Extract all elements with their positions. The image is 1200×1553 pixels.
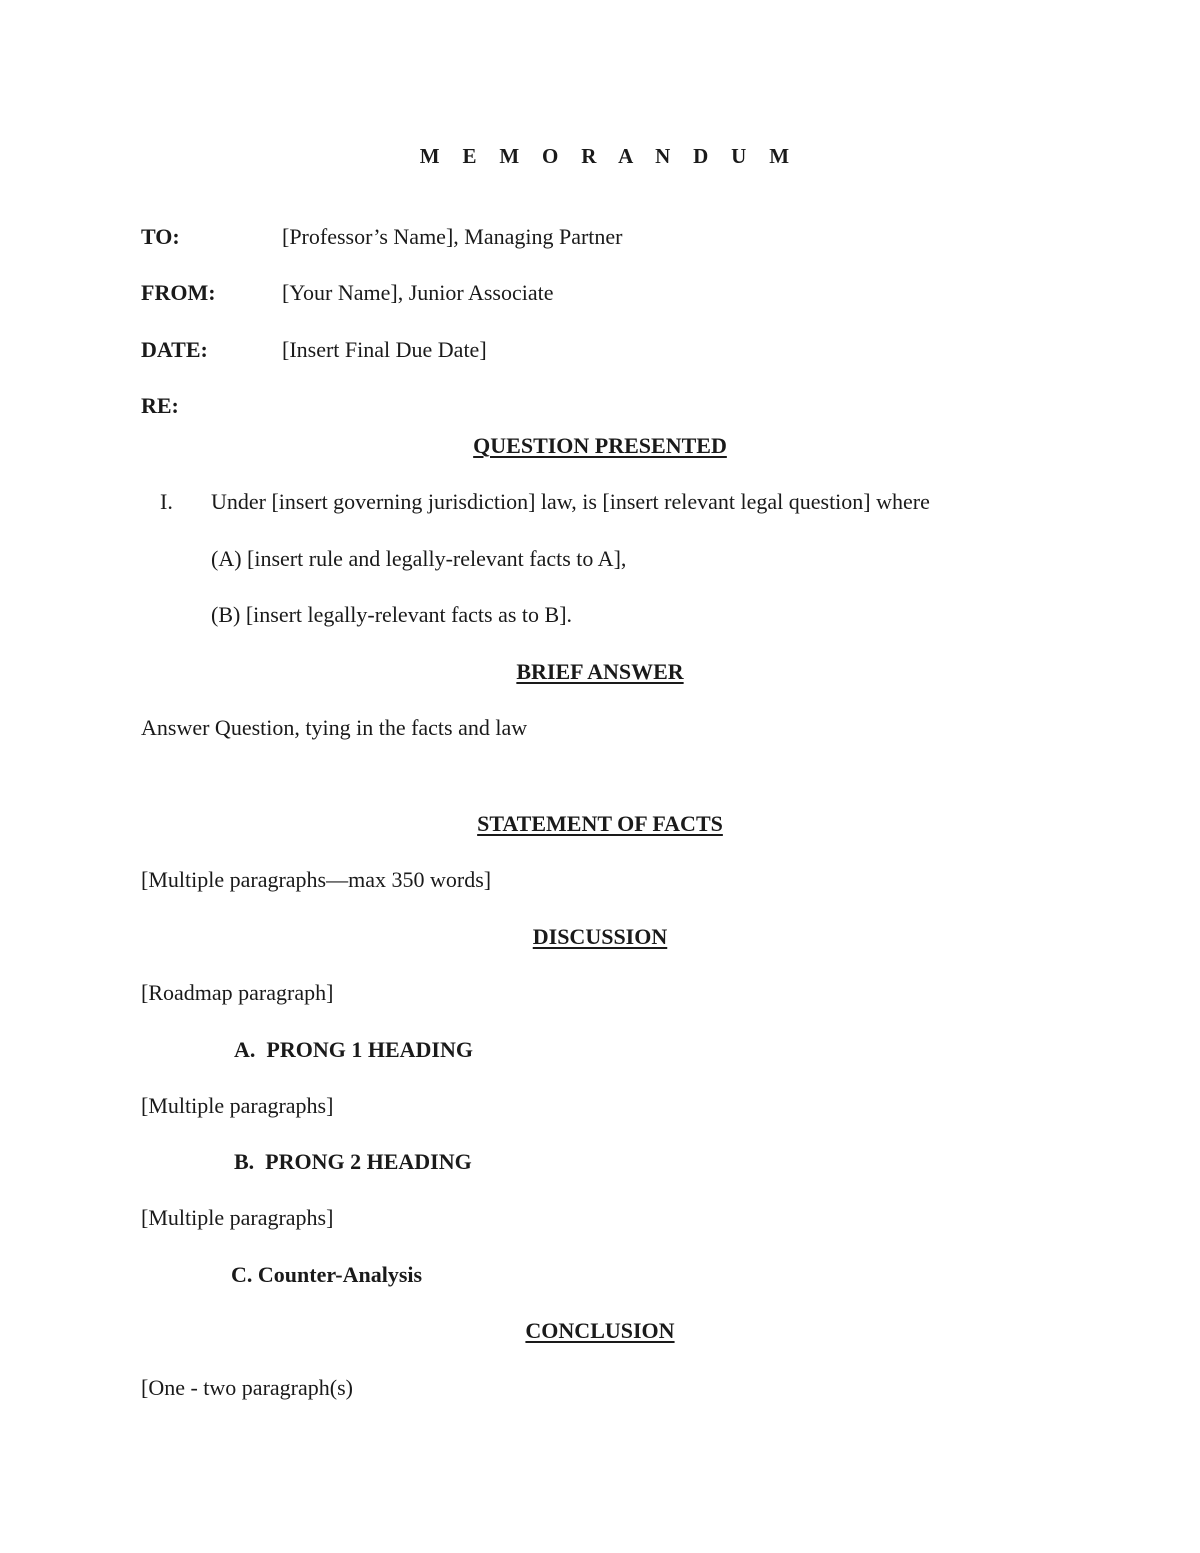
question-presented-heading: QUESTION PRESENTED	[473, 433, 727, 458]
date-value: [Insert Final Due Date]	[282, 337, 487, 362]
question-numeral: I.	[160, 489, 173, 514]
from-label: FROM:	[141, 280, 216, 305]
question-text: Under [insert governing jurisdiction] law, is [insert relevant legal question] where	[211, 489, 930, 514]
prong-2-heading: B. PRONG 2 HEADING	[234, 1149, 472, 1174]
memo-title: M E M O R A N D U M	[419, 144, 798, 168]
question-part-a: (A) [insert rule and legally-relevant facts to A],	[211, 546, 627, 571]
question-part-b: (B) [insert legally-relevant facts as to B].	[211, 602, 573, 627]
conclusion-text: [One - two paragraph(s)	[141, 1375, 353, 1400]
to-value: [Professor’s Name], Managing Partner	[282, 224, 623, 249]
prong-1-text: [Multiple paragraphs]	[141, 1093, 334, 1118]
brief-answer-text: Answer Question, tying in the facts and law	[141, 715, 528, 740]
statement-of-facts-text: [Multiple paragraphs—max 350 words]	[141, 867, 492, 892]
discussion-heading: DISCUSSION	[532, 924, 668, 949]
to-label: TO:	[141, 224, 180, 249]
roadmap-text: [Roadmap paragraph]	[141, 980, 334, 1005]
prong-2-text: [Multiple paragraphs]	[141, 1205, 334, 1230]
statement-of-facts-heading: STATEMENT OF FACTS	[477, 811, 723, 836]
date-label: DATE:	[141, 337, 208, 362]
re-label: RE:	[141, 393, 179, 418]
brief-answer-heading: BRIEF ANSWER	[516, 659, 684, 684]
conclusion-heading: CONCLUSION	[525, 1318, 675, 1343]
from-value: [Your Name], Junior Associate	[282, 280, 554, 305]
prong-1-heading: A. PRONG 1 HEADING	[234, 1037, 473, 1062]
counter-analysis-heading: C. Counter-Analysis	[231, 1262, 423, 1287]
